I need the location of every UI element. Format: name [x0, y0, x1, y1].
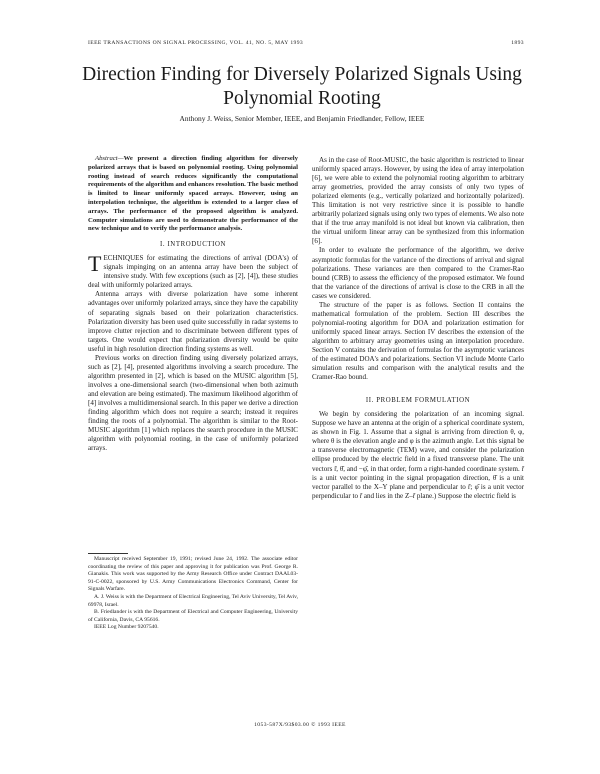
intro-paragraph-1-text: ECHNIQUES for estimating the directions of arrival (DOA's) of signals impinging on an antenna array have been the subject of intensive study. With few exceptions (such as [2], [4]), these studies deal with uniformly polarized arrays. [88, 254, 298, 290]
right-column [312, 156, 524, 501]
footnote-weiss: A. J. Weiss is with the Department of Electrical Engineering, Tel Aviv University, Tel Aviv, 69978, Israel. [88, 593, 298, 608]
author-line: Anthony J. Weiss, Senior Member, IEEE, and Benjamin Friedlander, Fellow, IEEE [179, 114, 425, 123]
footnote-log-number: IEEE Log Number 9207540. [94, 624, 159, 631]
right-paragraph-4: We begin by considering the polarization of an incoming signal. Suppose we have an antenna at the origin of a spherical coordinate system, as shown in Fig. 1. Assume that a signal is arriving from direction θ, φ, where θ is the elevation angle and φ is the azimuth angle. Let this signal be a transverse electromagnetic (TEM) wave, and consider the polarization ellipse produced by the electric field in a fixed transverse plane. The unit vectors r̂, θ̂, and −φ̂, in that order, form a right-handed coordinate system. r̂ is a unit vector pointing in the signal propagation direction, θ̂ is a unit vector parallel to the X–Y plane and perpendicular to r̂; φ̂ is a unit vector perpendicular to r̂ and lies in the Z–r̂ plane.) Suppose the electric field is [312, 410, 524, 500]
right-paragraph-1: As in the case of Root-MUSIC, the basic algorithm is restricted to linear uniformly spaced arrays. However, by using the idea of array interpolation [6], we were able to extend the polynomial rooting algorithm to arbitrary array geometries, provided the array consists of only two types of polarized elements (e.g., vertically polarized and horizontally polarized). This limitation is not very restrictive since it is possible to handle arbitrarily polarized signals using only two types of elements. We also note that if the true array manifold is not ideal but known via calibration, then the virtual uniform linear array can be synthesized from this information [6]. [312, 156, 524, 246]
intro-paragraph-1 [88, 251, 298, 290]
drop-cap: T [88, 251, 102, 277]
footnote-manuscript: Manuscript received September 19, 1991; revised June 24, 1992. The associate editor coordinating the review of this paper and approving it for publication was Prof. George R. Gianakis. This work was supported by the Army Research Office under Contract DAAL03-91-C-0022, sponsored by U.S. Army Communications Electronics Command, Center for Signals Warfare. [88, 556, 298, 593]
intro-paragraph-3: Previous works on direction finding using diversely polarized arrays, such as [2], [4], presented algorithms involving a search procedure. The algorithm presented in [2], which is based on the MUSIC algorithm [5], involves a one-dimensional search (two-dimensional when both azimuth and elevation are being estimated). The maximum likelihood algorithm of [4] involves a multidimensional search. In this paper we derive a direction finding algorithm which does not require a search; instead it requires finding the roots of a polynomial. The algorithm is similar to the Root-MUSIC algorithm [1] which replaces the search procedure in the MUSIC algorithm with polynomial rooting, in the case of uniformly polarized arrays. [88, 353, 298, 453]
paper-title: Direction Finding for Diversely Polarized Signals Using Polynomial Rooting [82, 64, 522, 109]
left-column [88, 155, 298, 453]
footnote-friedlander: B. Friedlander is with the Department of Electrical and Computer Engineering, University of California, Davis, CA 95616. [88, 609, 298, 623]
copyright-code: 1053-587X/93$03.00 © 1993 IEEE [254, 722, 346, 728]
abstract-text: We present a direction finding algorithm for diversely polarized arrays that is based on polynomial rooting. Using polynomial rooting instead of search reduces significantly the computational requirements of the algorithm and enhances resolution. The basic method is limited to linear uniformly spaced arrays. However, using an interpolation technique, the algorithm is extended to a larger class of arrays. The performance of the proposed algorithm is analyzed. Computer simulations are used to demonstrate the performance of the new technique and to verify the performance analysis. [88, 155, 298, 233]
footnote-rule [88, 553, 128, 554]
section-heading-problem-formulation: II. PROBLEM FORMULATION [365, 397, 471, 405]
right-paragraph-3: The structure of the paper is as follows. Section II contains the mathematical formulation of the problem. Section III describes the polynomial-rooting algorithm for DOA and polarization estimation for uniformly spaced linear arrays. Section IV describes the extension of the algorithm to arbitrary array geometries using an interpolation procedure. Section V contains the derivation of formulas for the asymptotic variances of the estimated DOA's and polarizations. Section VI include Monte Carlo simulation results and comparison with the analytical results and the Cramer-Rao bound. [312, 300, 524, 382]
abstract [88, 155, 298, 234]
journal-line: IEEE TRANSACTIONS ON SIGNAL PROCESSING, VOL. 41, NO. 5, MAY 1993 [88, 40, 304, 46]
footnotes [88, 556, 298, 632]
right-paragraph-2: In order to evaluate the performance of the algorithm, we derive asymptotic formulas for the variance of the directions of arrival and signal polarizations. These variances are then compared to the Cramer-Rao bound (CRB) to assess the efficiency of the proposed estimator. We found that the variance of the directions of arrival is close to the CRB in all the cases we considered. [312, 246, 524, 300]
page-number: 1893 [511, 40, 524, 46]
section-heading-introduction: I. INTRODUCTION [159, 241, 226, 249]
intro-paragraph-2: Antenna arrays with diverse polarization have some inherent advantages over uniformly polarized arrays, since they have the capability of separating signals based on their polarization characteristics. Polarization diversity has been used quite successfully in radar systems to improve clutter rejection and to discriminate between different types of targets. One would expect that polarization diversity would be quite useful in high resolution direction finding systems as well. [88, 290, 298, 353]
abstract-label: Abstract— [95, 155, 124, 162]
